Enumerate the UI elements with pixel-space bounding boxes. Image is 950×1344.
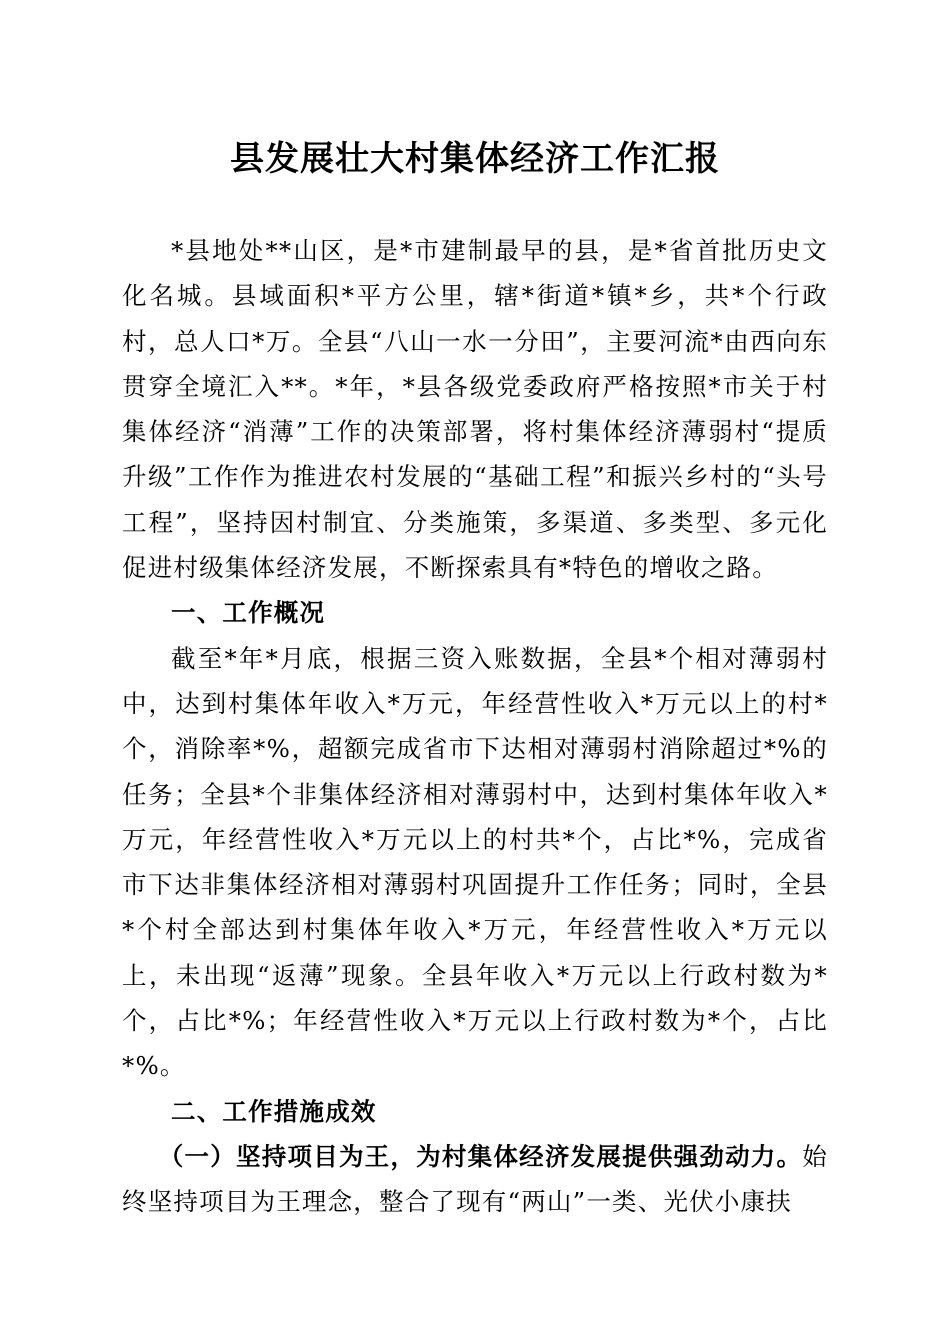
measures-subheading-1: （一）坚持项目为王，为村集体经济发展提供强劲动力。 xyxy=(158,1141,803,1171)
intro-paragraph: *县地处**山区，是*市建制最早的县，是*省首批历史文化名城。县域面积*平方公里，辖*街道*镇*乡，共*个行政村，总人口*万。全县“八山一水一分田”，主要河流*由西向东贯穿全境汇入**。*年，*县各级党委政府严格按照*市关于村集体经济“消薄”工作的决策部署，将村集体经济薄弱村“提质升级”工作作为推进农村发展的“基础工程”和振兴乡村的“头号工程”，坚持因村制宜、分类施策，多渠道、多类型、多元化促进村级集体经济发展，不断探索具有*特色的增收之路。 xyxy=(122,236,828,583)
section-heading-overview: 一、工作概况 xyxy=(171,598,326,628)
section-heading-measures: 二、工作措施成效 xyxy=(171,1096,377,1126)
measures-text-1: 始终坚持项目为王理念，整合了现有“两山”一类、光伏小康扶 xyxy=(122,1141,828,1217)
document-body xyxy=(122,228,828,1225)
measures-paragraph-1 xyxy=(122,1134,828,1225)
overview-paragraph: 截至*年*月底，根据三资入账数据，全县*个相对薄弱村中，达到村集体年收入*万元，年经营性收入*万元以上的村*个，消除率*%，超额完成省市下达相对薄弱村消除超过*%的任务；全县*个非集体经济相对薄弱村中，达到村集体年收入*万元，年经营性收入*万元以上的村共*个，占比*%，完成省市下达非集体经济相对薄弱村巩固提升工作任务；同时，全县*个村全部达到村集体年收入*万元，年经营性收入*万元以上，未出现“返薄”现象。全县年收入*万元以上行政村数为*个，占比*%；年经营性收入*万元以上行政村数为*个，占比*%。 xyxy=(122,643,828,1081)
document-title: 县发展壮大村集体经济工作汇报 xyxy=(230,139,720,179)
